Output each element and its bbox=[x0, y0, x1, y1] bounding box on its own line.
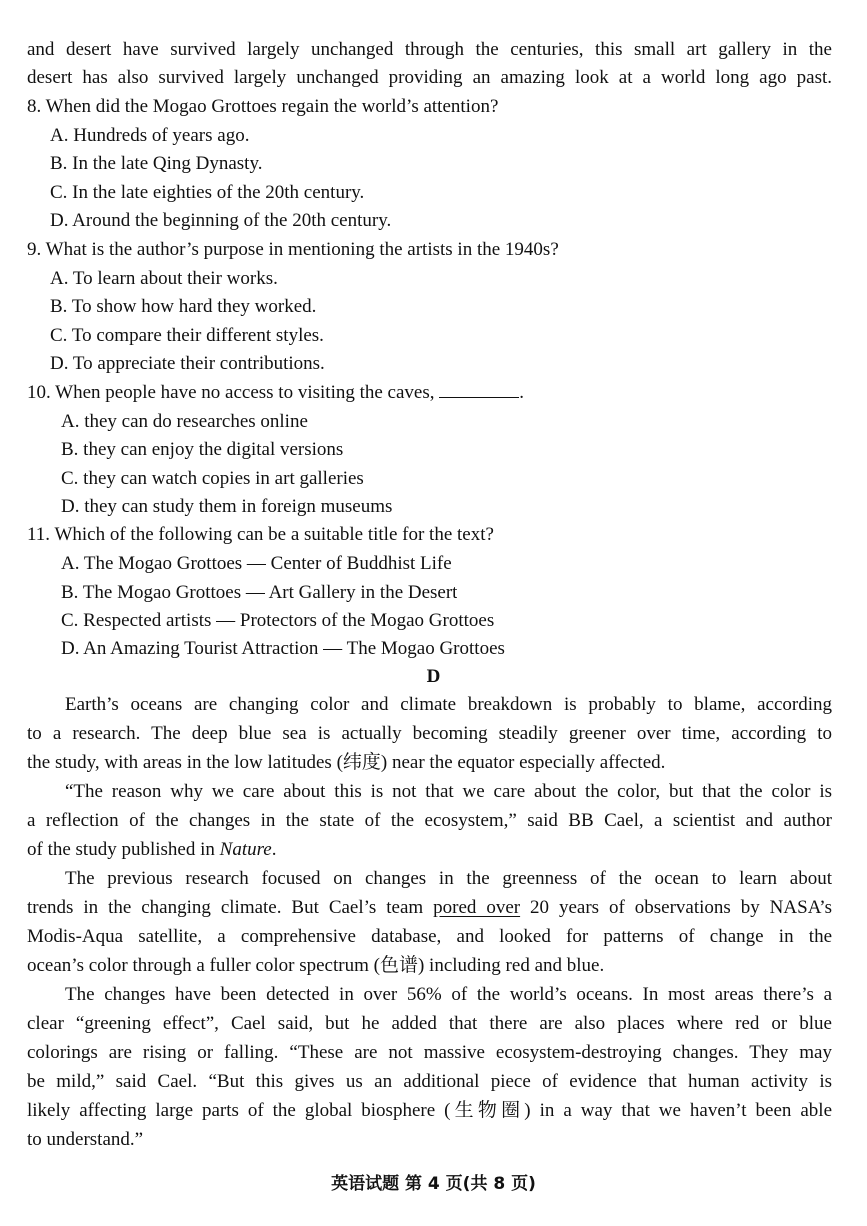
text-run: trends in the changing climate. But Cael’s team bbox=[27, 897, 434, 918]
question-9-stem: 9. What is the author’s purpose in mentioning the artists in the 1940s? bbox=[27, 239, 559, 260]
passage-line: likely affecting large parts of the global biosphere (生物圈) in a way that we haven’t been able bbox=[27, 1100, 832, 1121]
passage-line: colorings are rising or falling. “These are not massive ecosystem-destroying changes. They may bbox=[27, 1042, 832, 1063]
question-9-option-a: A. To learn about their works. bbox=[50, 268, 278, 289]
question-11-option-c: C. Respected artists — Protectors of the Mogao Grottoes bbox=[61, 610, 495, 631]
passage-line: ocean’s color through a fuller color spectrum (色谱) including red and blue. bbox=[27, 955, 605, 976]
question-9-option-c: C. To compare their different styles. bbox=[50, 325, 324, 346]
question-8-option-c: C. In the late eighties of the 20th century. bbox=[50, 182, 365, 203]
passage-line: clear “greening effect”, Cael said, but he added that there are also places where red or blue bbox=[27, 1013, 832, 1034]
question-8-option-b: B. In the late Qing Dynasty. bbox=[50, 153, 263, 174]
passage-line: Modis-Aqua satellite, a comprehensive database, and looked for patterns of change in the bbox=[27, 926, 832, 947]
passage-line: The changes have been detected in over 56% of the world’s oceans. In most areas there’s a bbox=[65, 984, 832, 1005]
passage-line: and desert have survived largely unchanged through the centuries, this small art gallery in the bbox=[27, 39, 832, 60]
question-11-stem: 11. Which of the following can be a suitable title for the text? bbox=[27, 524, 494, 545]
question-9-option-b: B. To show how hard they worked. bbox=[50, 296, 317, 317]
question-10-option-d: D. they can study them in foreign museums bbox=[61, 496, 393, 517]
question-10-option-b: B. they can enjoy the digital versions bbox=[61, 439, 344, 460]
journal-name: Nature bbox=[219, 839, 272, 860]
passage-line: be mild,” said Cael. “But this gives us an additional piece of evidence that human activity is bbox=[27, 1071, 832, 1092]
question-10-option-a: A. they can do researches online bbox=[61, 411, 308, 432]
passage-line: desert has also survived largely unchanged providing an amazing look at a world long ago past. bbox=[27, 67, 832, 88]
passage-line: the study, with areas in the low latitudes (纬度) near the equator especially affected. bbox=[27, 752, 666, 773]
passage-line bbox=[27, 836, 832, 864]
question-11-option-b: B. The Mogao Grottoes — Art Gallery in the Desert bbox=[61, 582, 458, 603]
section-heading: D bbox=[426, 666, 441, 687]
text-run: . bbox=[271, 839, 277, 860]
passage-line: a reflection of the changes in the state of the ecosystem,” said BB Cael, a scientist and author bbox=[27, 810, 832, 831]
underlined-phrase: pored over bbox=[433, 897, 521, 918]
question-8-option-d: D. Around the beginning of the 20th century. bbox=[50, 210, 392, 231]
question-10-stem-text: 10. When people have no access to visiting the caves, bbox=[27, 382, 435, 403]
passage-line: to a research. The deep blue sea is actually becoming steadily greener over time, according to bbox=[27, 723, 832, 744]
passage-line: to understand.” bbox=[27, 1129, 144, 1150]
passage-line bbox=[27, 894, 832, 922]
question-8-option-a: A. Hundreds of years ago. bbox=[50, 125, 250, 146]
question-11-option-d: D. An Amazing Tourist Attraction — The Mogao Grottoes bbox=[61, 638, 505, 659]
text-run: 20 years of observations by NASA’s bbox=[520, 897, 832, 918]
passage-line: Earth’s oceans are changing color and climate breakdown is probably to blame, according bbox=[65, 694, 832, 715]
passage-line: “The reason why we care about this is not that we care about the color, but that the color is bbox=[65, 781, 832, 802]
question-10-option-c: C. they can watch copies in art galleries bbox=[61, 468, 364, 489]
question-11-option-a: A. The Mogao Grottoes — Center of Buddhist Life bbox=[61, 553, 452, 574]
question-8-stem: 8. When did the Mogao Grottoes regain the world’s attention? bbox=[27, 96, 499, 117]
question-9-option-d: D. To appreciate their contributions. bbox=[50, 353, 325, 374]
answer-blank bbox=[439, 381, 519, 398]
text-run: of the study published in bbox=[27, 839, 220, 860]
question-10-stem bbox=[27, 379, 524, 407]
page-footer: 英语试题 第 4 页(共 8 页) bbox=[331, 1174, 536, 1194]
passage-line: The previous research focused on changes in the greenness of the ocean to learn about bbox=[65, 868, 832, 889]
question-10-stem-end: . bbox=[519, 382, 524, 403]
